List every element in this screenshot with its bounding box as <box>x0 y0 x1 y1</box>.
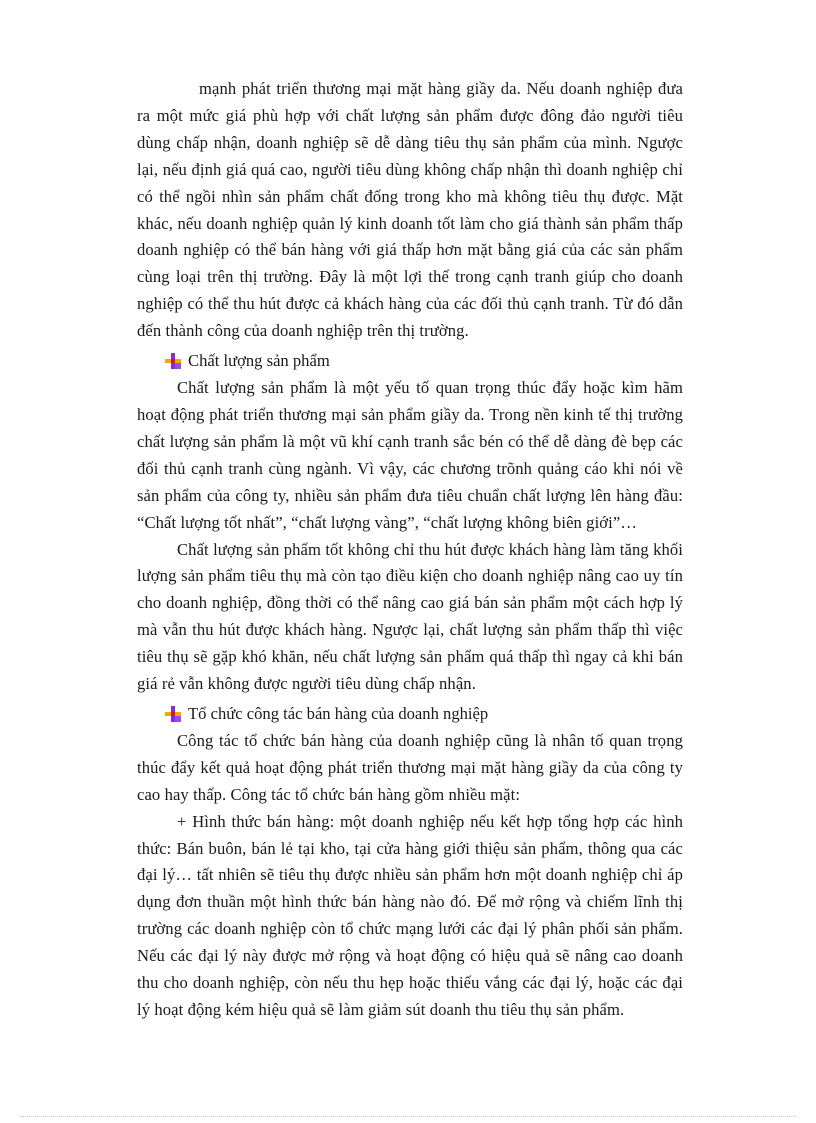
section-heading-label: Tổ chức công tác bán hàng của doanh nghiệp <box>188 703 489 723</box>
document-page <box>137 76 683 1024</box>
bullet-cross-icon <box>165 353 181 369</box>
section-heading-label: Chất lượng sản phẩm <box>188 351 330 371</box>
section-heading-quality <box>137 347 683 375</box>
paragraph-sales-1: Công tác tổ chức bán hàng của doanh nghiệp cũng là nhân tố quan trọng thúc đẩy kết quả hoạt động phát triển thương mại mặt hàng giầy da của công ty cao hay thấp. Công tác tổ chức bán hàng gồm nhiều mặt: <box>137 730 683 804</box>
bullet-cross-icon <box>165 706 181 722</box>
section-heading-sales <box>137 700 683 728</box>
paragraph-price: mạnh phát triển thương mại mặt hàng giầy da. Nếu doanh nghiệp đưa ra một mức giá phù hợp với chất lượng sản phẩm được đông đảo người tiêu dùng chấp nhận, doanh nghiệp sẽ dễ dàng tiêu thụ sản phẩm của mình. Ngược lại, nếu định giá quá cao, người tiêu dùng không chấp nhận thì doanh nghiệp chỉ có thể ngồi nhìn sản phẩm chất đống trong kho mà không tiêu thụ được. Mặt khác, nếu doanh nghiệp quản lý kinh doanh tốt làm cho giá thành sản phẩm thấp doanh nghiệp có thể bán hàng với giá thấp hơn mặt bằng giá của các sản phẩm cùng loại trên thị trường. Đây là một lợi thế trong cạnh tranh giúp cho doanh nghiệp có thể thu hút được cả khách hàng của các đối thủ cạnh tranh. Từ đó dẫn đến thành công của doanh nghiệp trên thị trường. <box>137 79 683 341</box>
paragraph-quality-1: Chất lượng sản phẩm là một yếu tố quan trọng thúc đẩy hoặc kìm hãm hoạt động phát triển thương mại sản phẩm giầy da. Trong nền kinh tế thị trường chất lượng sản phẩm là một vũ khí cạnh tranh sắc bén có thể dễ dàng đè bẹp các đối thủ cạnh tranh cùng ngành. Vì vậy, các chương trõnh quảng cáo khi nói về sản phẩm của công ty, nhiều sản phẩm đưa tiêu chuẩn chất lượng lên hàng đầu: “Chất lượng tốt nhất”, “chất lượng vàng”, “chất lượng không biên giới”… <box>137 378 683 532</box>
paragraph-sales-form: + Hình thức bán hàng: một doanh nghiệp nếu kết hợp tổng hợp các hình thức: Bán buôn, bán lẻ tại kho, tại cửa hàng giới thiệu sản phẩm, thông qua các đại lý… tất nhiên sẽ tiêu thụ được nhiều sản phẩm hơn một doanh nghiệp chỉ áp dụng đơn thuần một hình thức bán hàng nào đó. Để mở rộng và chiếm lĩnh thị trường các doanh nghiệp còn tổ chức mạng lưới các đại lý phân phối sản phẩm. Nếu các đại lý này được mở rộng và hoạt động có hiệu quả sẽ nâng cao doanh thu cho doanh nghiệp, còn nếu thu hẹp hoặc thiếu vắng các đại lý, hoặc các đại lý hoạt động kém hiệu quả sẽ làm giảm sút doanh thu tiêu thụ sản phẩm. <box>137 811 683 1019</box>
paragraph-quality-2: Chất lượng sản phẩm tốt không chỉ thu hút được khách hàng làm tăng khối lượng sản phẩm tiêu thụ mà còn tạo điều kiện cho doanh nghiệp nâng cao uy tín cho doanh nghiệp, đồng thời có thể nâng cao giá bán sản phẩm một cách hợp lý mà vẫn thu hút được khách hàng. Ngược lại, chất lượng sản phẩm thấp thì việc tiêu thụ sẽ gặp khó khăn, nếu chất lượng sản phẩm quá thấp thì ngay cả khi bán giá rẻ vẫn không được người tiêu dùng chấp nhận. <box>137 539 683 694</box>
page-bottom-divider <box>20 1116 796 1117</box>
